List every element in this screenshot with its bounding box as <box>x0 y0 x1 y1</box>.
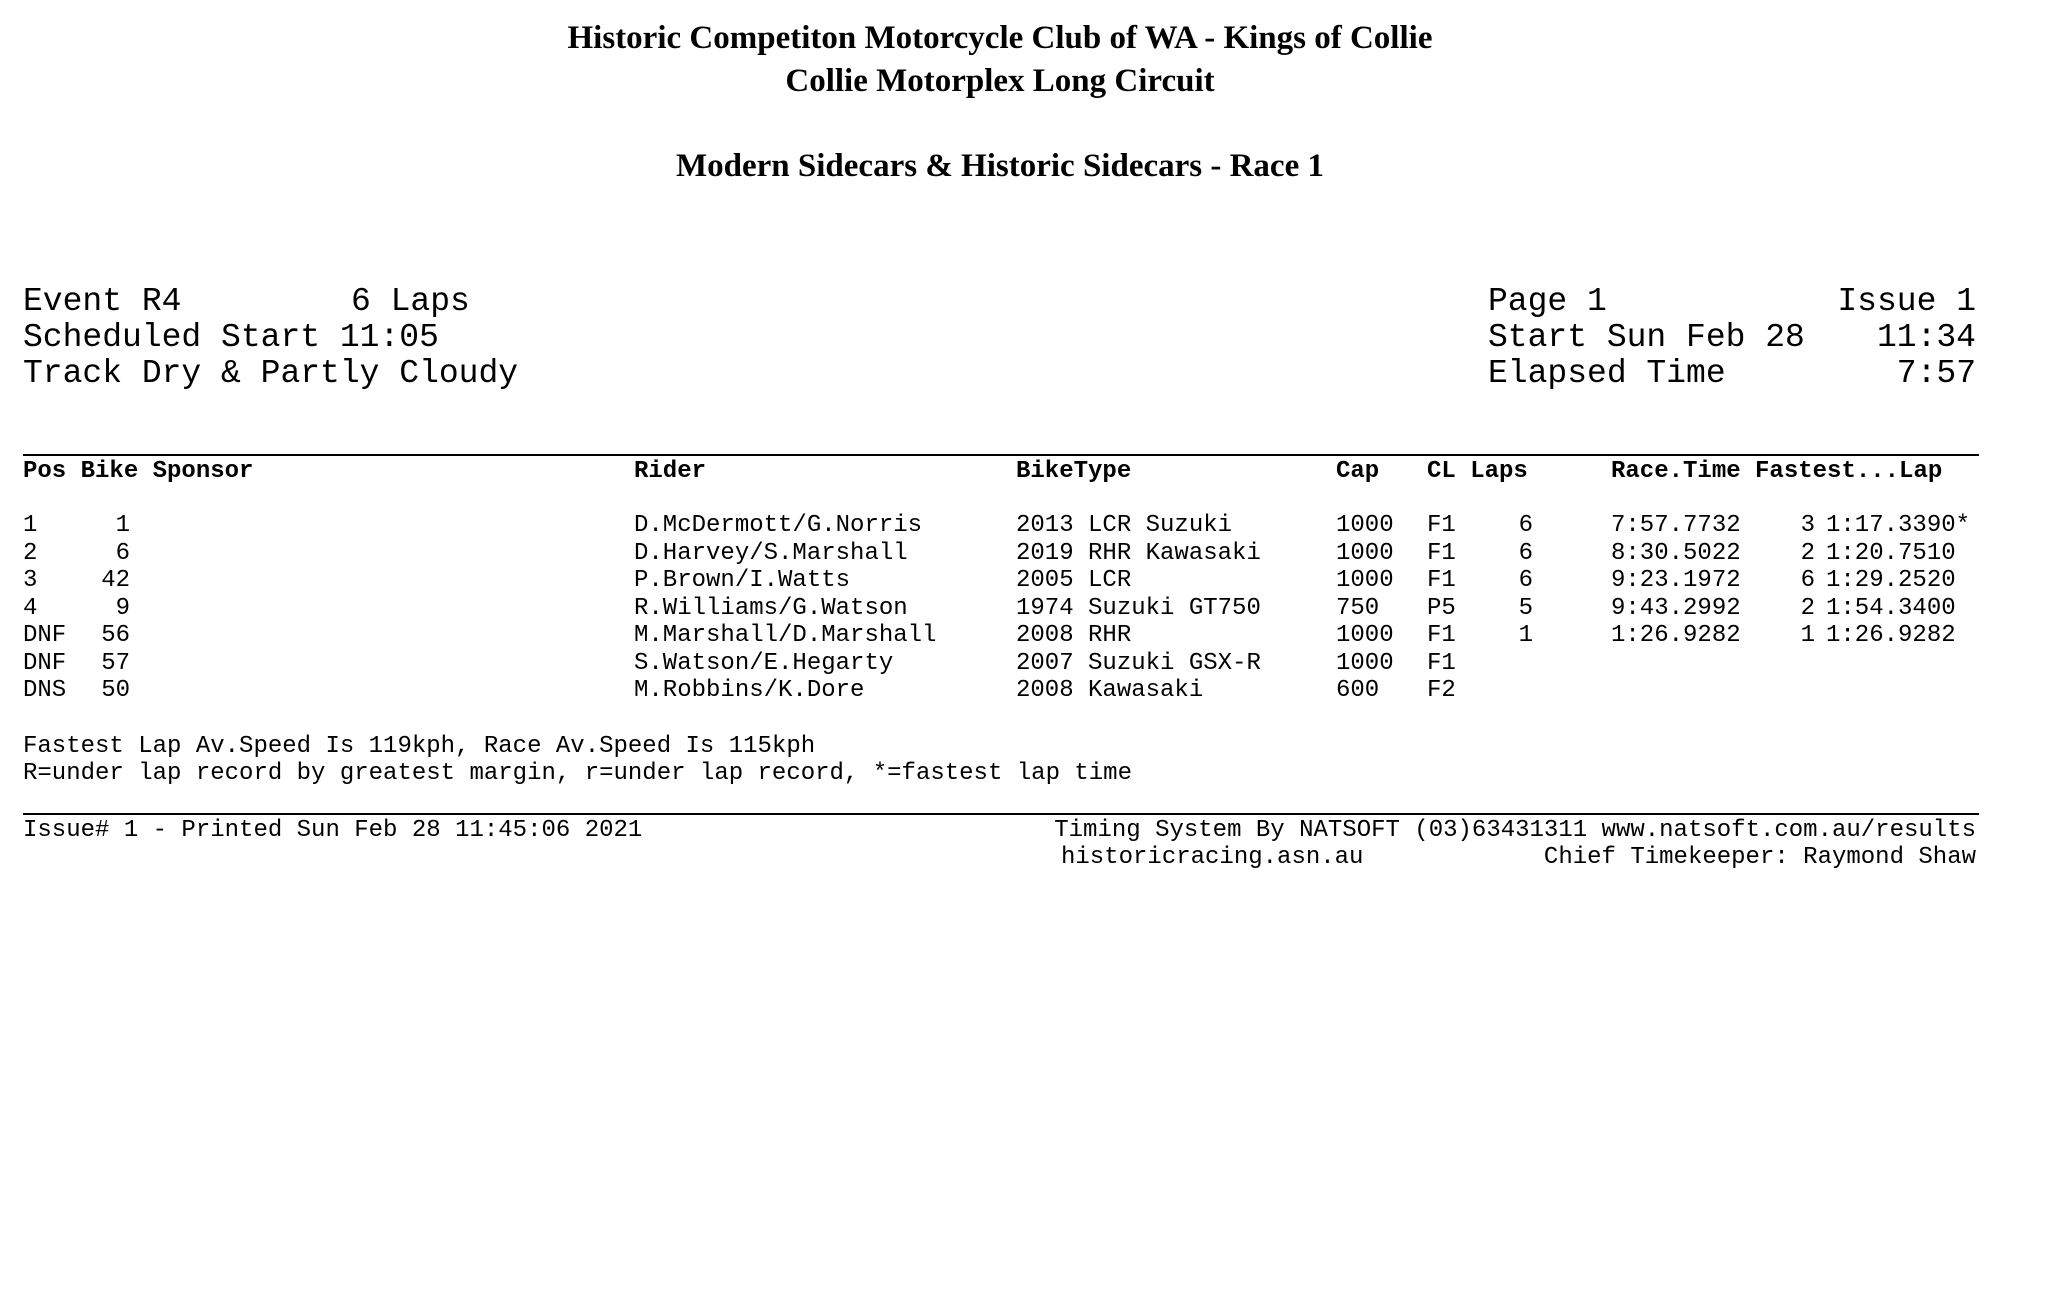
laps-cell: 6 <box>1518 567 1533 594</box>
bike-cell: 1 <box>115 512 130 539</box>
header-rider: Rider <box>634 458 707 485</box>
fastest-lap-number-cell: 6 <box>1800 567 1815 594</box>
biketype-cell: 2019 RHR Kawasaki <box>1016 539 1261 567</box>
table-top-rule <box>23 454 1979 456</box>
timing-system: Timing System By NATSOFT (03)63431311 www.natsoft.com.au/results <box>1054 817 1976 844</box>
issue-printed: Issue# 1 - Printed Sun Feb 28 11:45:06 2021 <box>23 817 643 844</box>
page-label: Page 1 <box>1488 283 1607 320</box>
fastest-lap-number-cell: 2 <box>1800 594 1815 622</box>
cap-cell: 600 <box>1336 677 1380 704</box>
header-biketype: BikeType <box>1016 458 1132 485</box>
bike-cell: 57 <box>101 649 130 677</box>
bike-cell: 50 <box>101 677 130 704</box>
cap-cell: 1000 <box>1336 622 1394 649</box>
header-cl-laps: CL Laps <box>1427 458 1528 485</box>
header-race-time-fastest-lap: Race.Time Fastest...Lap <box>1611 458 1943 485</box>
pos-cell: 4 <box>23 594 38 622</box>
race-time-cell: 7:57.7732 <box>1611 512 1741 539</box>
event-label: Event R4 <box>23 283 182 320</box>
laps-cell: 1 <box>1518 622 1533 649</box>
bike-cell: 6 <box>115 539 130 567</box>
chief-timekeeper: Chief Timekeeper: Raymond Shaw <box>1543 844 1976 871</box>
fastest-lap-time-cell: 1:26.9282 <box>1826 622 1956 649</box>
pos-cell: 2 <box>23 539 38 567</box>
pos-cell: DNF <box>23 622 67 649</box>
class-cell: F2 <box>1427 677 1456 704</box>
cap-cell: 1000 <box>1336 649 1394 677</box>
class-cell: F1 <box>1427 567 1456 594</box>
speed-note: Fastest Lap Av.Speed Is 119kph, Race Av.Speed Is 115kph <box>23 733 816 760</box>
class-cell: F1 <box>1427 539 1456 567</box>
race-time-cell: 8:30.5022 <box>1611 539 1741 567</box>
biketype-cell: 2008 Kawasaki <box>1016 677 1204 704</box>
biketype-cell: 2008 RHR <box>1016 622 1132 649</box>
laps-cell: 6 <box>1518 539 1533 567</box>
rider-cell: M.Robbins/K.Dore <box>634 677 865 704</box>
rider-cell: S.Watson/E.Hegarty <box>634 649 894 677</box>
legend-note: R=under lap record by greatest margin, r=under lap record, *=fastest lap time <box>23 760 1132 787</box>
pos-cell: DNS <box>23 677 67 704</box>
laps-cell: 6 <box>1518 512 1533 539</box>
fastest-lap-time-cell: 1:29.2520 <box>1826 567 1956 594</box>
cap-cell: 1000 <box>1336 539 1394 567</box>
bike-cell: 9 <box>115 594 130 622</box>
issue-label: Issue 1 <box>1837 283 1976 320</box>
class-cell: P5 <box>1427 594 1456 622</box>
pos-cell: 3 <box>23 567 38 594</box>
class-cell: F1 <box>1427 622 1456 649</box>
elapsed-time: 7:57 <box>1896 355 1976 392</box>
club-title: Historic Competiton Motorcycle Club of WA - Kings of Collie <box>567 20 1433 56</box>
race-time-cell: 1:26.9282 <box>1611 622 1741 649</box>
rider-cell: D.McDermott/G.Norris <box>634 512 923 539</box>
race-time-cell: 9:43.2992 <box>1611 594 1741 622</box>
elapsed-label: Elapsed Time <box>1488 355 1726 392</box>
biketype-cell: 2007 Suzuki GSX-R <box>1016 649 1261 677</box>
rider-cell: M.Marshall/D.Marshall <box>634 622 937 649</box>
cap-cell: 1000 <box>1336 512 1394 539</box>
cap-cell: 1000 <box>1336 567 1394 594</box>
footer-rule <box>23 813 1979 815</box>
class-cell: F1 <box>1427 512 1456 539</box>
bike-cell: 42 <box>101 567 130 594</box>
fastest-lap-time-cell: 1:20.7510 <box>1826 539 1956 567</box>
fastest-lap-number-cell: 1 <box>1800 622 1815 649</box>
fastest-lap-number-cell: 2 <box>1800 539 1815 567</box>
cap-cell: 750 <box>1336 594 1380 622</box>
laps-label: 6 Laps <box>351 283 470 320</box>
rider-cell: R.Williams/G.Watson <box>634 594 908 622</box>
biketype-cell: 2013 LCR Suzuki <box>1016 512 1233 539</box>
website: historicracing.asn.au <box>1061 844 1364 871</box>
class-cell: F1 <box>1427 649 1456 677</box>
rider-cell: D.Harvey/S.Marshall <box>634 539 908 567</box>
circuit-title: Collie Motorplex Long Circuit <box>785 63 1215 99</box>
fastest-lap-time-cell: 1:54.3400 <box>1826 594 1956 622</box>
start-label: Start Sun Feb 28 <box>1488 319 1805 356</box>
pos-cell: DNF <box>23 649 67 677</box>
race-title: Modern Sidecars & Historic Sidecars - Race 1 <box>676 148 1324 184</box>
pos-cell: 1 <box>23 512 38 539</box>
fastest-lap-number-cell: 3 <box>1800 512 1815 539</box>
bike-cell: 56 <box>101 622 130 649</box>
start-time: 11:34 <box>1876 319 1976 356</box>
biketype-cell: 2005 LCR <box>1016 567 1132 594</box>
rider-cell: P.Brown/I.Watts <box>634 567 851 594</box>
laps-cell: 5 <box>1518 594 1533 622</box>
fastest-lap-time-cell: 1:17.3390* <box>1826 512 1971 539</box>
biketype-cell: 1974 Suzuki GT750 <box>1016 594 1261 622</box>
header-cap: Cap <box>1336 458 1380 485</box>
header-pos-bike-sponsor: Pos Bike Sponsor <box>23 458 254 485</box>
race-time-cell: 9:23.1972 <box>1611 567 1741 594</box>
scheduled-start: Scheduled Start 11:05 <box>23 319 439 356</box>
track-condition: Track Dry & Partly Cloudy <box>23 355 519 392</box>
